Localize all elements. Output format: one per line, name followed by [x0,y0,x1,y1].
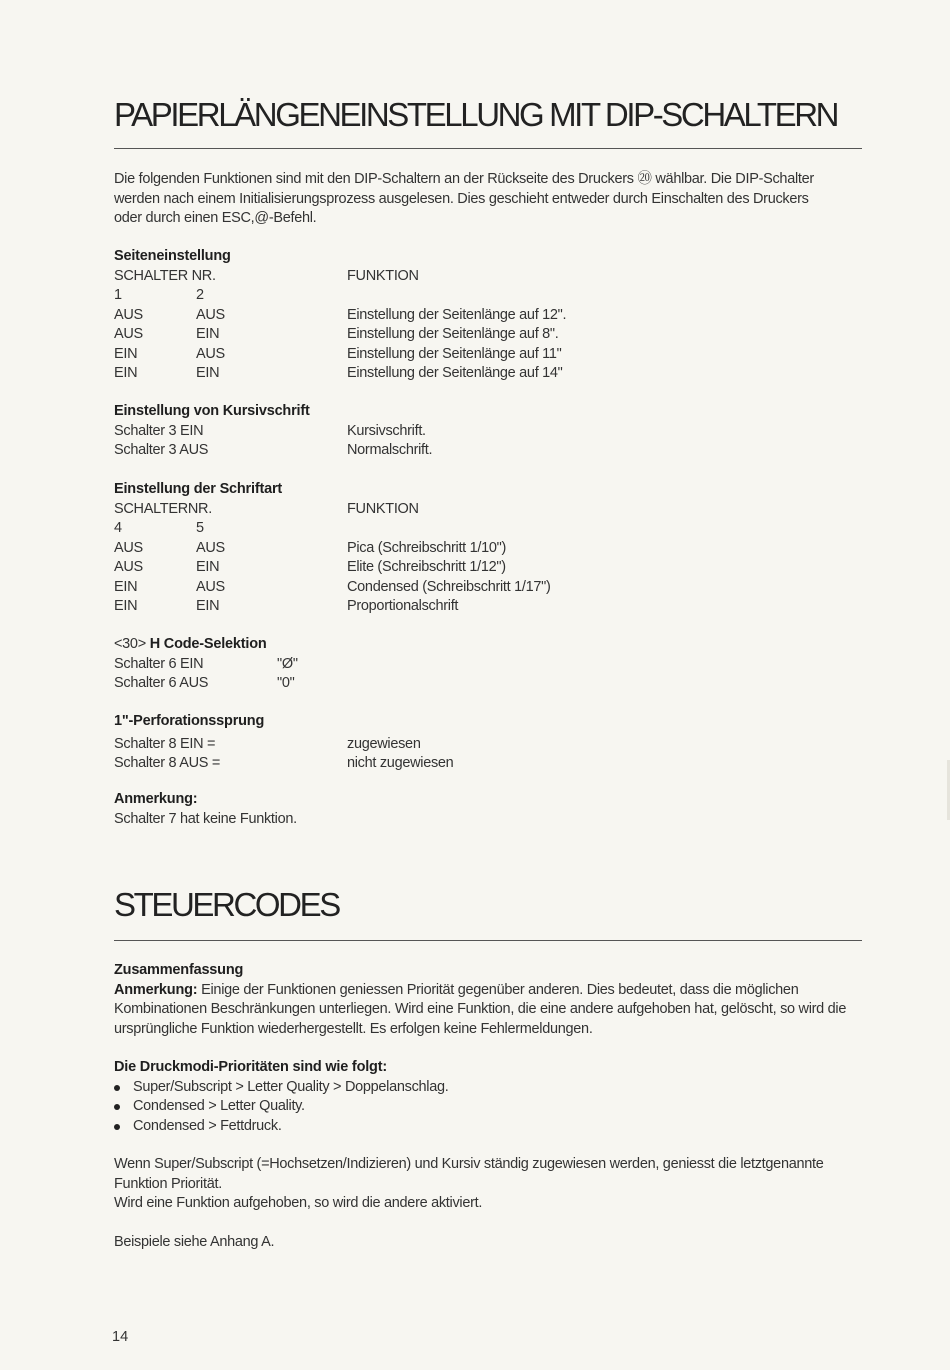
column-header-switch: SCHALTER NR. [114,267,216,284]
summary-paragraph [114,981,854,1040]
function-text: Einstellung der Seitenlänge auf 14" [347,365,563,381]
column-header-function: FUNKTION [347,267,419,284]
switch-state: AUS [114,559,143,575]
table-row [114,422,862,442]
function-text: Elite (Schreibschritt 1/12") [347,559,506,575]
list-item [114,1097,862,1117]
section-title: Seiteneinstellung [114,248,231,264]
switch-label: Schalter 8 EIN = [114,735,216,752]
function-text: Einstellung der Seitenlänge auf 11" [347,345,562,362]
section-perforationssprung [114,712,862,771]
section-anmerkung [114,790,862,829]
function-text: Pica (Schreibschritt 1/10") [347,539,507,556]
intro-paragraph: Die folgenden Funktionen sind mit den DIP-Schaltern an der Rückseite des Druckers ⑳ wählbar. Die DIP-Schalter werden nach einem Initialisierungsprozess ausgelesen. Dies geschieht entweder durch Einschalten des Druckers oder durch einen ESC,@-Befehl. [114,171,814,226]
heading-rule [114,148,862,149]
switch-label: Schalter 6 AUS [114,675,209,691]
switch-state: AUS [114,306,143,323]
table-row [114,441,862,461]
page-heading-dip-schalter: PAPIERLÄNGENEINSTELLUNG MIT DIP-SCHALTERN [114,96,838,133]
section-title: Anmerkung: [114,791,198,807]
table-row [114,306,862,326]
table-row [114,754,862,774]
table-row [114,558,862,578]
switch-number-a: 1 [114,287,122,303]
function-text: Kursivschrift. [347,422,426,439]
table-row [114,364,862,384]
switch-state: AUS [114,539,143,556]
paragraph-beispiele: Beispiele siehe Anhang A. [114,1234,275,1250]
table-row [114,674,862,694]
summary-text: Einige der Funktionen geniessen Priorität gegenüber anderen. Dies bedeutet, dass die möglichen Kombinationen Beschränkungen unterliegen. Wird eine Funktion, die eine andere aufgehoben hat, gelöscht, so wird die ursprüngliche Funktion wiederhergestellt. Es erfolgen keine Fehlermeldungen. [114,981,847,1037]
function-text: zugewiesen [347,735,421,752]
heading-rule [114,940,862,941]
note-label: Anmerkung: [114,981,198,998]
section-title [114,635,862,655]
function-text: nicht zugewiesen [347,755,454,771]
switch-state: EIN [196,559,220,575]
list-item-text: Condensed > Fettdruck. [133,1117,282,1134]
section-title: Die Druckmodi-Prioritäten sind wie folgt: [114,1059,387,1075]
function-text: Normalschrift. [347,442,433,458]
section-zusammenfassung [114,961,862,1039]
switch-number-b: 2 [196,287,204,303]
priority-list [114,1078,862,1137]
switch-state: AUS [196,345,225,362]
code-value: "0" [277,675,295,691]
list-item [114,1078,862,1098]
bullet-icon [114,1085,120,1091]
table-row [114,597,862,617]
table-row [114,578,862,598]
table-row [114,735,862,755]
page-number: 14 [112,1329,129,1345]
switch-label: Schalter 8 AUS = [114,755,221,771]
switch-label: Schalter 3 AUS [114,442,209,458]
section-kursivschrift [114,402,862,461]
code-selektion-title: H Code-Selektion [145,636,267,652]
switch-label: Schalter 6 EIN [114,655,204,672]
switch-state: AUS [196,306,225,323]
paragraph-aufgehoben: Wird eine Funktion aufgehoben, so wird die andere aktiviert. [114,1195,483,1211]
page-heading-steuercodes: STEUERCODES [114,886,339,923]
switch-state: EIN [114,598,138,614]
section-title: Zusammenfassung [114,962,244,978]
switch-state: EIN [114,365,138,381]
switch-number-a: 4 [114,520,122,536]
table-row [114,325,862,345]
function-text: Condensed (Schreibschritt 1/17") [347,578,551,595]
function-text: Einstellung der Seitenlänge auf 12". [347,306,567,323]
function-text: Einstellung der Seitenlänge auf 8". [347,326,559,342]
switch-state: EIN [196,598,220,614]
function-text: Proportionalschrift [347,598,459,614]
switch-state: EIN [114,345,138,362]
list-item [114,1117,862,1137]
section-title: 1"-Perforationssprung [114,713,265,729]
switch-state: AUS [196,578,225,595]
code-value: "Ø" [277,655,298,672]
note-text: Schalter 7 hat keine Funktion. [114,810,297,827]
code-30-prefix: <30> [114,636,146,652]
column-header-switch: SCHALTERNR. [114,500,212,517]
list-item-text: Condensed > Letter Quality. [133,1098,305,1114]
paragraph-super-subscript: Wenn Super/Subscript (=Hochsetzen/Indizieren) und Kursiv ständig zugewiesen werden, geniesst die letztgenannte Funktion Priorität. [114,1156,824,1192]
section-title: Einstellung der Schriftart [114,481,283,497]
switch-state: EIN [196,326,220,342]
section-seiteneinstellung [114,247,862,384]
table-row [114,655,862,675]
table-row [114,539,862,559]
switch-number-b: 5 [196,520,204,536]
section-title: Einstellung von Kursivschrift [114,403,310,419]
switch-state: EIN [196,365,220,381]
section-prioritaeten [114,1058,862,1136]
column-header-function: FUNKTION [347,500,419,517]
switch-state: EIN [114,578,138,595]
bullet-icon [114,1124,120,1130]
switch-state: AUS [196,539,225,556]
section-code-selektion [114,635,862,694]
section-schriftart [114,480,862,617]
bullet-icon [114,1104,120,1110]
switch-label: Schalter 3 EIN [114,422,204,439]
table-row [114,345,862,365]
switch-state: AUS [114,326,143,342]
list-item-text: Super/Subscript > Letter Quality > Doppelanschlag. [133,1078,449,1095]
